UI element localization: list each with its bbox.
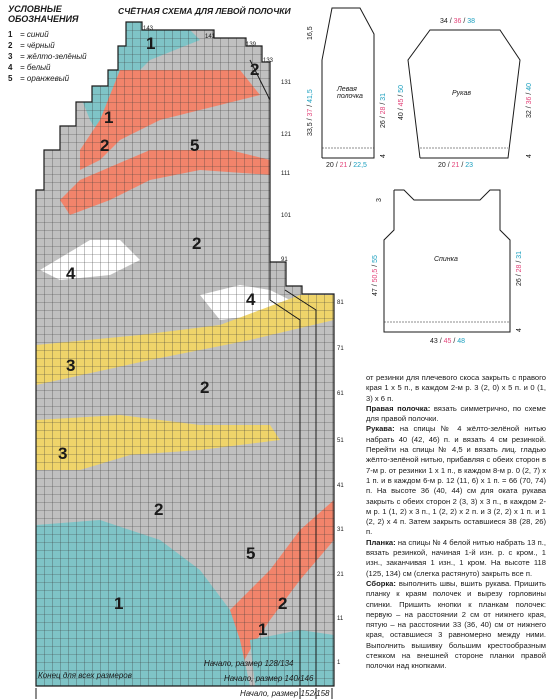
row-number: 11 xyxy=(337,616,344,622)
row-number: 131 xyxy=(281,80,292,86)
zone-label: 5 xyxy=(190,136,200,155)
zone-label: 1 xyxy=(114,594,124,613)
row-number: 121 xyxy=(281,132,292,138)
left-front-label: Левая полочка xyxy=(337,86,363,100)
row-number: 101 xyxy=(281,213,292,219)
label-start-size2: Начало, размер 140/146 xyxy=(224,674,314,683)
zone-label: 4 xyxy=(246,290,256,309)
row-number: 81 xyxy=(337,300,344,306)
row-number: 21 xyxy=(337,572,344,578)
sleeve-bottom-dim: 20 / 21 / 23 xyxy=(438,162,474,169)
zone-label: 1 xyxy=(104,108,114,127)
assembly-paragraph: Сборка: выполнить швы, вшить рукава. Пришить планку к краям полочек и вырезу горловины спинки. Пришить кнопки к планкам полочек: первую – на расстоянии 2 см от нижнего края, пятую – на расстоянии 33 (36, 40) см от нижнего края, оставшиеся 3 равномерно между ними. Выполнить вышивку большим крестообразным стежком на внешней стороне планки правой полочки над кнопками. xyxy=(366,578,546,671)
right-front-paragraph: Правая полочка: вязать симметрично, по схеме для правой полочки. xyxy=(366,403,546,424)
chart-title: СЧЁТНАЯ СХЕМА ДЛЯ ЛЕВОЙ ПОЛОЧКИ xyxy=(118,6,291,16)
sleeve-paragraph: Рукава: на спицы № 4 жёлто-зелёной нитью набрать 40 (42, 46) п. и вязать 4 см резинкой. Перейти на спицы № 4,5 и вязать лиц. гладью жёлто-зелёной нитью, прибавляя с обеих сторон в 7-м р. от резинки 1 х 1 п., в каждом 8-м р. 0 (2, 7) х 1 п. и в каждом 6-м р. 12 (11, 6) х 1 п. = 66 (70, 74) п. На высоте 36 (40, 44) см для оката рукава закрыть с обеих сторон 2 (3, 3) х 3 п., в каждом 2-м р. 1 (1, 2) х 3 п., 1 (2, 2) х 2 п. и 3 (2, 2) х 1 п. и 1 (2, 2) х 4 п. Затем закрыть оставшиеся 38 (28, 26) п. xyxy=(366,424,546,537)
left-front-outline xyxy=(322,8,374,158)
sleeve-label: Рукав xyxy=(452,90,472,97)
back-armhole-dim: 26 / 28 / 31 xyxy=(516,250,523,286)
legend-item-1: 1 = синий xyxy=(8,30,49,39)
row-number: 133 xyxy=(263,58,274,64)
legend-item-3: 3 = жёлто-зелёный xyxy=(8,52,87,61)
zone-label: 1 xyxy=(258,620,268,639)
zone-label: 2 xyxy=(200,378,210,397)
zone-label: 5 xyxy=(246,544,256,563)
zone-label: 2 xyxy=(100,136,110,155)
row-number: 139 xyxy=(246,42,257,48)
intro-paragraph: от резинки для плечевого скоса закрыть с правого края 1 х 5 п., в каждом 2-м р. 3 (2, 0) х 5 п. и 0 (1, 3) х 6 п. xyxy=(366,373,546,403)
back-bottom-dim: 43 / 45 / 48 xyxy=(430,338,466,345)
front-height-dim: 33,5 / 37 / 41,5 xyxy=(307,89,314,136)
row-number: 141 xyxy=(205,34,216,40)
back-label: Спинка xyxy=(434,256,458,263)
zone-label: 2 xyxy=(192,234,202,253)
back-height-dim: 47 / 50,5 / 55 xyxy=(372,255,379,296)
sleeve-cuff-dim: 4 xyxy=(526,154,533,158)
label-start-size1: Начало, размер 128/134 xyxy=(204,659,294,668)
sleeve-right-dim: 32 / 36 / 40 xyxy=(526,82,533,118)
zone-label: 1 xyxy=(146,34,156,53)
row-number: 61 xyxy=(337,391,344,397)
row-number: 31 xyxy=(337,527,344,533)
zone-label: 2 xyxy=(250,60,260,79)
label-end-all-sizes: Конец для всех размеров xyxy=(38,671,132,680)
zone-label: 3 xyxy=(58,444,68,463)
back-side-dim: 4 xyxy=(516,328,523,332)
front-bottom-dim: 20 / 21 / 22,5 xyxy=(326,162,367,169)
label-start-size3: Начало, размер 152/158 xyxy=(240,689,330,698)
legend-item-2: 2 = чёрный xyxy=(8,41,55,50)
instructions-text xyxy=(366,373,546,672)
legend-item-5: 5 = оранжевый xyxy=(8,74,70,83)
front-side-dim: 4 xyxy=(380,154,387,158)
row-number: 111 xyxy=(281,171,291,177)
row-number: 71 xyxy=(337,346,344,352)
sleeve-left-dim: 40 / 45 / 50 xyxy=(398,84,405,120)
legend-item-4: 4 = белый xyxy=(8,63,51,72)
legend-title: УСЛОВНЫЕ ОБОЗНАЧЕНИЯ xyxy=(8,4,79,24)
zone-label: 4 xyxy=(66,264,76,283)
row-number: 1 xyxy=(337,660,341,666)
placket-paragraph: Планка: на спицы № 4 белой нитью набрать 13 п., вязать резинкой, начиная 1-й изн. р. с кром., 1 изн., заканчивая 1 изн., 1 кром. На высоте 118 (125, 134) см (слегка растянуто) закрыть все п. xyxy=(366,537,546,578)
back-top-dim: 3 xyxy=(376,198,383,202)
front-armhole-dim: 26 / 28 / 31 xyxy=(380,92,387,128)
zone-label: 2 xyxy=(154,500,164,519)
sleeve-top-dim: 34 / 36 / 38 xyxy=(440,18,476,25)
row-number: 91 xyxy=(281,257,288,263)
row-number: 51 xyxy=(337,438,344,444)
row-number: 143 xyxy=(143,26,154,32)
zone-label: 3 xyxy=(66,356,76,375)
zone-label: 2 xyxy=(278,594,288,613)
row-number: 41 xyxy=(337,483,344,489)
front-top-dim: 16,5 xyxy=(307,26,314,40)
